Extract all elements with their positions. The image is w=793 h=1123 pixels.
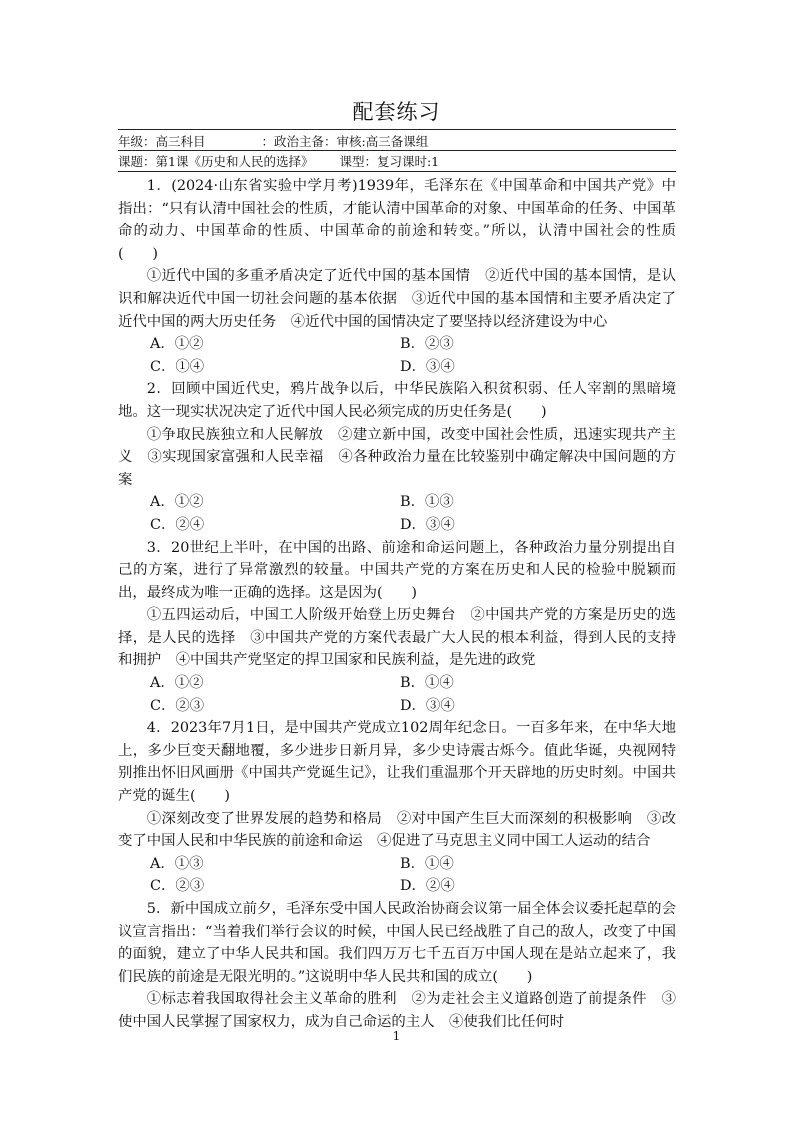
questions-body <box>118 175 676 1034</box>
question-statements: ①深刻改变了世界发展的趋势和格局 ②对中国产生巨大而深刻的积极影响 ③改变了中国人民和中华民族的前途和命运 ④促进了马克思主义同中国工人运动的结合 <box>118 810 676 850</box>
question-1 <box>118 175 676 378</box>
page-number: 1 <box>392 1029 401 1043</box>
option-c: C．②④ <box>150 516 205 533</box>
option-a: A．①② <box>150 675 204 692</box>
question-stem: 3．20世纪上半叶，在中国的出路、前途和命运问题上，各种政治力量分别提出自己的方案，进行了异常激烈的较量。中国共产党的方案在历史和人民的检验中脱颖而出，最终成为唯一正确的选择。这是因为( ) <box>118 539 676 601</box>
question-options <box>118 491 676 536</box>
option-b: B．①④ <box>400 855 454 872</box>
question-stem: 2．回顾中国近代史，鸦片战争以后，中华民族陷入积贫积弱、任人宰割的黑暗境地。这一现实状况决定了近代中国人民必须完成的历史任务是( ) <box>118 381 676 420</box>
option-d: D．③④ <box>400 697 455 714</box>
question-options <box>118 333 676 378</box>
question-stem: 1．(2024·山东省实验中学月考)1939年，毛泽东在《中国革命和中国共产党》中指出：“只有认清中国社会的性质，才能认清中国革命的对象、中国革命的任务、中国革命的动力、中国革命的性质、中国革命的前途和转变。”所以，认清中国社会的性质( ) <box>118 178 676 262</box>
question-options <box>118 853 676 898</box>
question-statements: ①五四运动后，中国工人阶级开始登上历史舞台 ②中国共产党的方案是历史的选择，是人民的选择 ③中国共产党的方案代表最广大人民的根本利益，得到人民的支持和拥护 ④中国共产党坚定的捍卫国家和民族利益，是先进的政党 <box>118 607 676 669</box>
question-statements: ①近代中国的多重矛盾决定了近代中国的基本国情 ②近代中国的基本国情，是认识和解决近代中国一切社会问题的基本依据 ③近代中国的基本国情和主要矛盾决定了近代中国的两大历史任务 ④近代中国的国情决定了要坚持以经济建设为中心 <box>118 268 676 330</box>
option-c: C．①④ <box>150 358 205 375</box>
option-b: B．①④ <box>400 675 454 692</box>
lesson-label: 课题：第1课《历史和人民的选择》 <box>118 154 314 169</box>
option-b: B．①③ <box>400 494 454 511</box>
lesson-type-label: 课型：复习课时:1 <box>339 154 440 169</box>
option-d: D．③④ <box>400 358 455 375</box>
header-row-2 <box>118 150 676 172</box>
option-a: A．①② <box>150 336 204 353</box>
header-row-1 <box>118 129 676 150</box>
question-statements: ①争取民族独立和人民解放 ②建立新中国，改变中国社会性质，迅速实现共产主义 ③实现国家富强和人民幸福 ④各种政治力量在比较鉴别中确定解决中国问题的方案 <box>118 426 676 488</box>
page-title: 配套练习 <box>352 100 441 124</box>
question-statements: ①标志着我国取得社会主义革命的胜利 ②为走社会主义道路创造了前提条件 ③使中国人民掌握了国家权力，成为自己命运的主人 ④使我们比任何时 <box>118 991 676 1030</box>
option-b: B．②③ <box>400 336 454 353</box>
question-4 <box>118 717 676 898</box>
option-c: C．②③ <box>150 878 205 895</box>
grade-label: 年级：高三科目 <box>118 134 206 149</box>
question-options <box>118 672 676 717</box>
question-stem: 4．2023年7月1日，是中国共产党成立102周年纪念日。一百多年来，在中华大地上，多少巨变天翻地覆，多少进步日新月异，多少史诗震古烁今。值此华诞，央视网特别推出怀旧风画册《中国共产党诞生记》，让我们重温那个开天辟地的历史时刻。中国共产党的诞生( ) <box>118 720 676 805</box>
option-d: D．③④ <box>400 516 455 533</box>
question-5 <box>118 898 676 1034</box>
question-3 <box>118 537 676 718</box>
subject-label: ：政治主备：审核:高三备课组 <box>261 134 429 149</box>
option-a: A．①② <box>150 494 204 511</box>
question-stem: 5．新中国成立前夕，毛泽东受中国人民政治协商会议第一届全体会议委托起草的会议宣言指出：“当着我们举行会议的时候，中国人民已经战胜了自己的敌人，改变了中国的面貌，建立了中华人民共和国。我们四万万七千五百万中国人现在是站立起来了，我们民族的前途是无限光明的。”这说明中华人民共和国的成立( ) <box>118 901 676 985</box>
option-d: D．②④ <box>400 878 455 895</box>
option-c: C．②③ <box>150 697 205 714</box>
question-2 <box>118 378 676 536</box>
option-a: A．①③ <box>150 855 204 872</box>
